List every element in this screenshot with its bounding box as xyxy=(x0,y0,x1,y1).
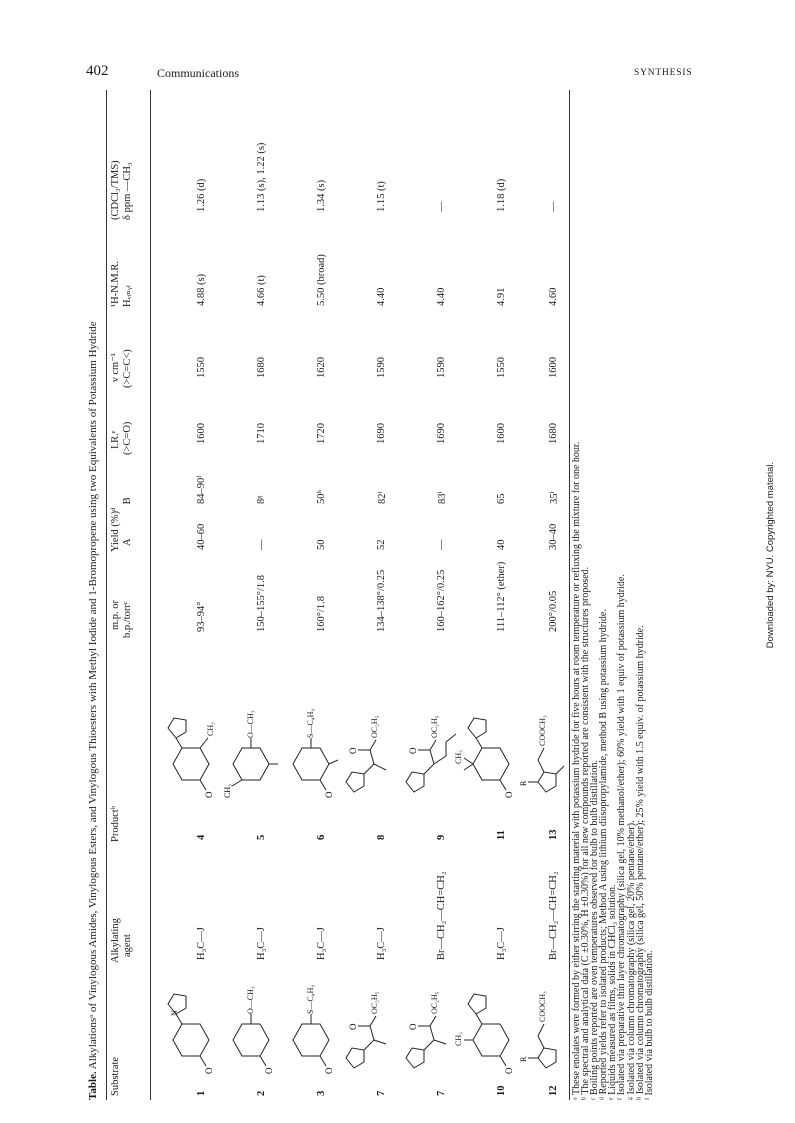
table-title-label: Table. xyxy=(87,1071,99,1100)
footnote: ᶜ Boiling points reported are oven temperatures observed for bulb to bulb distillation. xyxy=(589,760,601,1100)
nmr-methyl: 1.15 (t) xyxy=(376,181,387,212)
ir-carbonyl: 1600 xyxy=(196,423,207,444)
substrate-structure xyxy=(282,976,345,1076)
header-agent-line1: Alkylating xyxy=(110,918,121,963)
yield-a: 40 xyxy=(496,539,507,550)
header-product-text: Productᵇ xyxy=(110,806,121,842)
substrate-number: 3 xyxy=(316,1090,327,1096)
substrate-group-label: COOCH₃ xyxy=(538,991,547,1022)
svg-text:O: O xyxy=(504,1067,514,1074)
nmr-methyl: 1.34 (s) xyxy=(316,179,327,212)
header-product xyxy=(110,806,154,842)
substrate-number: 10 xyxy=(496,1085,507,1096)
svg-text:R: R xyxy=(519,1056,528,1062)
header-ir xyxy=(110,422,154,455)
yield-b: 50ʰ xyxy=(316,490,327,504)
svg-text:O: O xyxy=(204,791,214,798)
nmr-vinyl: 4.91 xyxy=(496,287,507,306)
nmr-vinyl: 5.50 (broad) xyxy=(316,254,327,306)
ir-alkene: 1620 xyxy=(316,357,327,378)
melting-point: 160–162°/0.25 xyxy=(436,569,447,632)
nmr-methyl: 1.18 (d) xyxy=(496,178,507,212)
product-number: 6 xyxy=(316,834,327,840)
header-substrate xyxy=(110,1057,154,1096)
svg-text:O: O xyxy=(408,747,418,754)
ir-alkene: 1680 xyxy=(256,357,267,378)
footnote: ᵇ The spectral and analytical data (C ±0.30%, H ±0.30%) for all new compounds reported are consistent with the structures proposed. xyxy=(580,566,592,1100)
header-vcm xyxy=(110,349,154,388)
product-structure xyxy=(454,690,525,800)
header-vcm-line2: (>C=C<) xyxy=(122,349,133,388)
product-number: 9 xyxy=(436,834,447,840)
ir-carbonyl: 1690 xyxy=(376,423,387,444)
yield-b: 82ⁱ xyxy=(377,491,388,504)
yield-a: 30–40 xyxy=(548,523,559,550)
table-top-rule xyxy=(106,90,107,1100)
footnote: ʰ Isolated via column chromatography (silica gel, 50% pentane/ether); 25% yield with 1.5 equiv. of potassium hydride. xyxy=(634,625,646,1100)
header-mp-line2: b.p./torrᶜ xyxy=(122,601,133,638)
table-bottom-rule xyxy=(569,90,570,1100)
alkylating-agent: H₃C—J xyxy=(256,927,267,960)
substrate-number: 12 xyxy=(548,1085,559,1096)
table-footnotes xyxy=(572,90,654,1100)
page-number: 402 xyxy=(86,63,109,79)
yield-a: — xyxy=(256,539,267,550)
table-title xyxy=(82,90,104,1100)
ir-carbonyl: 1690 xyxy=(436,423,447,444)
melting-point: 160°/1.8 xyxy=(316,596,327,632)
melting-point: 111–112° (ether) xyxy=(496,561,507,632)
alkylating-agent: H₃C—J xyxy=(376,927,387,960)
substrate-group-label: N xyxy=(170,1010,179,1016)
ir-alkene: 1550 xyxy=(496,357,507,378)
header-ir-line1: I.R.ᵉ xyxy=(110,430,121,449)
yield-b: 8ᵍ xyxy=(256,495,267,504)
substrate-group-label: OC₂H₅ xyxy=(430,991,439,1014)
yield-a: 50 xyxy=(316,539,327,550)
ir-carbonyl: 1600 xyxy=(496,423,507,444)
product-structure xyxy=(282,690,345,800)
substrate-group-label: OC₂H₅ xyxy=(370,991,379,1014)
alkylating-agent: H₃C—J xyxy=(316,927,327,960)
substrate-number: 2 xyxy=(256,1090,267,1096)
svg-text:O: O xyxy=(408,1023,418,1030)
substrate-number: 7 xyxy=(436,1090,447,1096)
header-agent-line2: agent xyxy=(122,934,133,957)
yield-b: 83ⁱ xyxy=(437,491,448,504)
footnote: ᵈ Reported yields refer to isolated products; Method A using lithium diisopropylamide, method B using potassium hydride. xyxy=(598,609,610,1100)
svg-text:O: O xyxy=(348,747,358,754)
footnote: ᵉ Liquids measured as films, solids in CHCl₃ solution. xyxy=(607,884,619,1100)
substrate-number: 7 xyxy=(376,1090,387,1096)
substrate-group-label: CH₃ xyxy=(454,1032,463,1046)
product-number: 11 xyxy=(496,830,507,840)
nmr-methyl: — xyxy=(436,201,447,212)
product-structure xyxy=(518,690,573,800)
product-number: 5 xyxy=(256,834,267,840)
journal-name: SYNTHESIS xyxy=(634,68,693,78)
section-title: Communications xyxy=(157,66,239,80)
header-ir-line2: (>C=O) xyxy=(122,421,133,455)
svg-text:O: O xyxy=(324,791,334,798)
alkylating-agent: H₃C—J xyxy=(196,927,207,960)
footnote: ᵍ Isolated via column chromatography (silica gel, 20% pentane/ether). xyxy=(625,820,637,1100)
table-header-rule xyxy=(150,90,151,1100)
header-yield xyxy=(110,497,154,552)
header-tms xyxy=(110,160,154,220)
product-number: 4 xyxy=(196,834,207,840)
melting-point: 150–155°/1.8 xyxy=(256,575,267,632)
yield-a: 52 xyxy=(376,539,387,550)
alkylating-agent: Br—CH₂—CH=CH₂ xyxy=(548,871,559,960)
substrate-group-label: S—C₄H₉ xyxy=(306,984,315,1014)
product-structure xyxy=(342,690,405,800)
substrate-structure xyxy=(222,976,285,1076)
nmr-methyl: 1.26 (d) xyxy=(196,178,207,212)
nmr-methyl: — xyxy=(548,201,559,212)
header-mp-line1: m.p. or xyxy=(110,599,121,630)
ir-carbonyl: 1720 xyxy=(316,423,327,444)
melting-point: 134–138°/0.25 xyxy=(376,569,387,632)
yield-b: 35ⁱ xyxy=(549,491,560,504)
product-group-label: OC₂H₅ xyxy=(370,715,379,738)
nmr-vinyl: 4.40 xyxy=(436,287,447,306)
product-group-label: CH₃ xyxy=(206,722,215,736)
product-structure xyxy=(162,690,225,800)
svg-text:O: O xyxy=(204,1067,214,1074)
header-tms-line1: (CDCl₃/TMS) xyxy=(110,160,121,220)
header-yield-b: B xyxy=(122,497,133,505)
svg-text:O: O xyxy=(348,1023,358,1030)
svg-text:CH₃: CH₃ xyxy=(223,784,232,798)
rotated-table xyxy=(82,90,655,1100)
nmr-vinyl: 4.66 (t) xyxy=(256,275,267,306)
yield-a: — xyxy=(436,539,447,550)
product-group-label: O—CH₃ xyxy=(246,710,255,738)
nmr-vinyl: 4.40 xyxy=(376,287,387,306)
header-nmr-line1: ¹H-N.M.R. xyxy=(110,260,121,307)
substrate-structure xyxy=(402,976,465,1076)
download-watermark: Downloaded by: NYU. Copyrighted material. xyxy=(765,461,776,649)
header-vcm-line1: ν cm⁻¹ xyxy=(110,353,121,382)
substrate-number: 1 xyxy=(196,1090,207,1096)
substrate-structure xyxy=(162,976,225,1076)
ir-carbonyl: 1680 xyxy=(548,423,559,444)
footnote: ⁱ Isolated via bulb to bulb distillation. xyxy=(643,950,655,1100)
ir-alkene: 1550 xyxy=(196,357,207,378)
product-number: 13 xyxy=(548,829,559,840)
header-tms-line2: δ ppm —CH₃ xyxy=(122,162,133,220)
product-group-label: CH₃ xyxy=(454,750,463,764)
alkylating-agent: Br—CH₂—CH=CH₂ xyxy=(436,871,447,960)
svg-text:O: O xyxy=(504,791,514,798)
product-group-label: COOCH₃ xyxy=(538,715,547,746)
ir-carbonyl: 1710 xyxy=(256,423,267,444)
product-group-label: OC₂H₅ xyxy=(430,715,439,738)
product-group-label: S—C₄H₉ xyxy=(306,708,315,738)
nmr-vinyl: 4.60 xyxy=(548,287,559,306)
yield-a: 40–60 xyxy=(196,523,207,550)
header-substrate-text: Substrate xyxy=(110,1056,121,1096)
header-nmr-line2: Hᵥᵢₙᵧₗ xyxy=(122,284,133,307)
table-title-text: Alkylationsᵃ of Vinylogous Amides, Vinylogous Esters, and Vinylogous Thioesters with Methyl Iodide and 1-Bromopropene using two Equivalents of Potassium Hydride xyxy=(87,321,99,1072)
substrate-structure xyxy=(342,976,405,1076)
substrate-structure xyxy=(518,976,573,1076)
ir-alkene: 1600 xyxy=(548,357,559,378)
yield-b: 65 xyxy=(496,493,507,504)
svg-text:O: O xyxy=(324,1067,334,1074)
product-structure xyxy=(222,690,285,800)
yield-b: 84–90ᶠ xyxy=(196,475,207,504)
ir-alkene: 1590 xyxy=(436,357,447,378)
footnote: ᵃ These enolates were formed by either stirring the starting material with potassium hydride for five hours at room temperature or refluxing the mixture for one hour. xyxy=(571,441,582,1100)
header-yield-sub xyxy=(122,497,134,552)
footnote: ᶠ Isolated via preparative thin layer chromatography (silica gel, 10% methanol/ether); 60% yield with 1 equiv of potassium hydride. xyxy=(616,574,628,1100)
nmr-vinyl: 4.88 (s) xyxy=(196,273,207,306)
svg-text:R: R xyxy=(519,780,528,786)
product-structure xyxy=(402,690,465,800)
product-number: 8 xyxy=(376,834,387,840)
substrate-structure xyxy=(454,976,525,1076)
melting-point: 200°/0.05 xyxy=(548,590,559,632)
header-agent xyxy=(110,918,154,963)
substrate-group-label: O—CH₃ xyxy=(246,986,255,1014)
alkylating-agent: H₃C—J xyxy=(496,927,507,960)
header-yield-a: A xyxy=(122,538,133,546)
svg-text:O: O xyxy=(264,1067,274,1074)
header-nmr xyxy=(110,261,154,307)
nmr-methyl: 1.13 (s), 1.22 (s) xyxy=(256,142,267,212)
header-yield-line1: Yield (%)ᵈ xyxy=(110,507,121,552)
melting-point: 93–94° xyxy=(196,601,207,632)
ir-alkene: 1590 xyxy=(376,357,387,378)
header-mp xyxy=(110,600,154,638)
